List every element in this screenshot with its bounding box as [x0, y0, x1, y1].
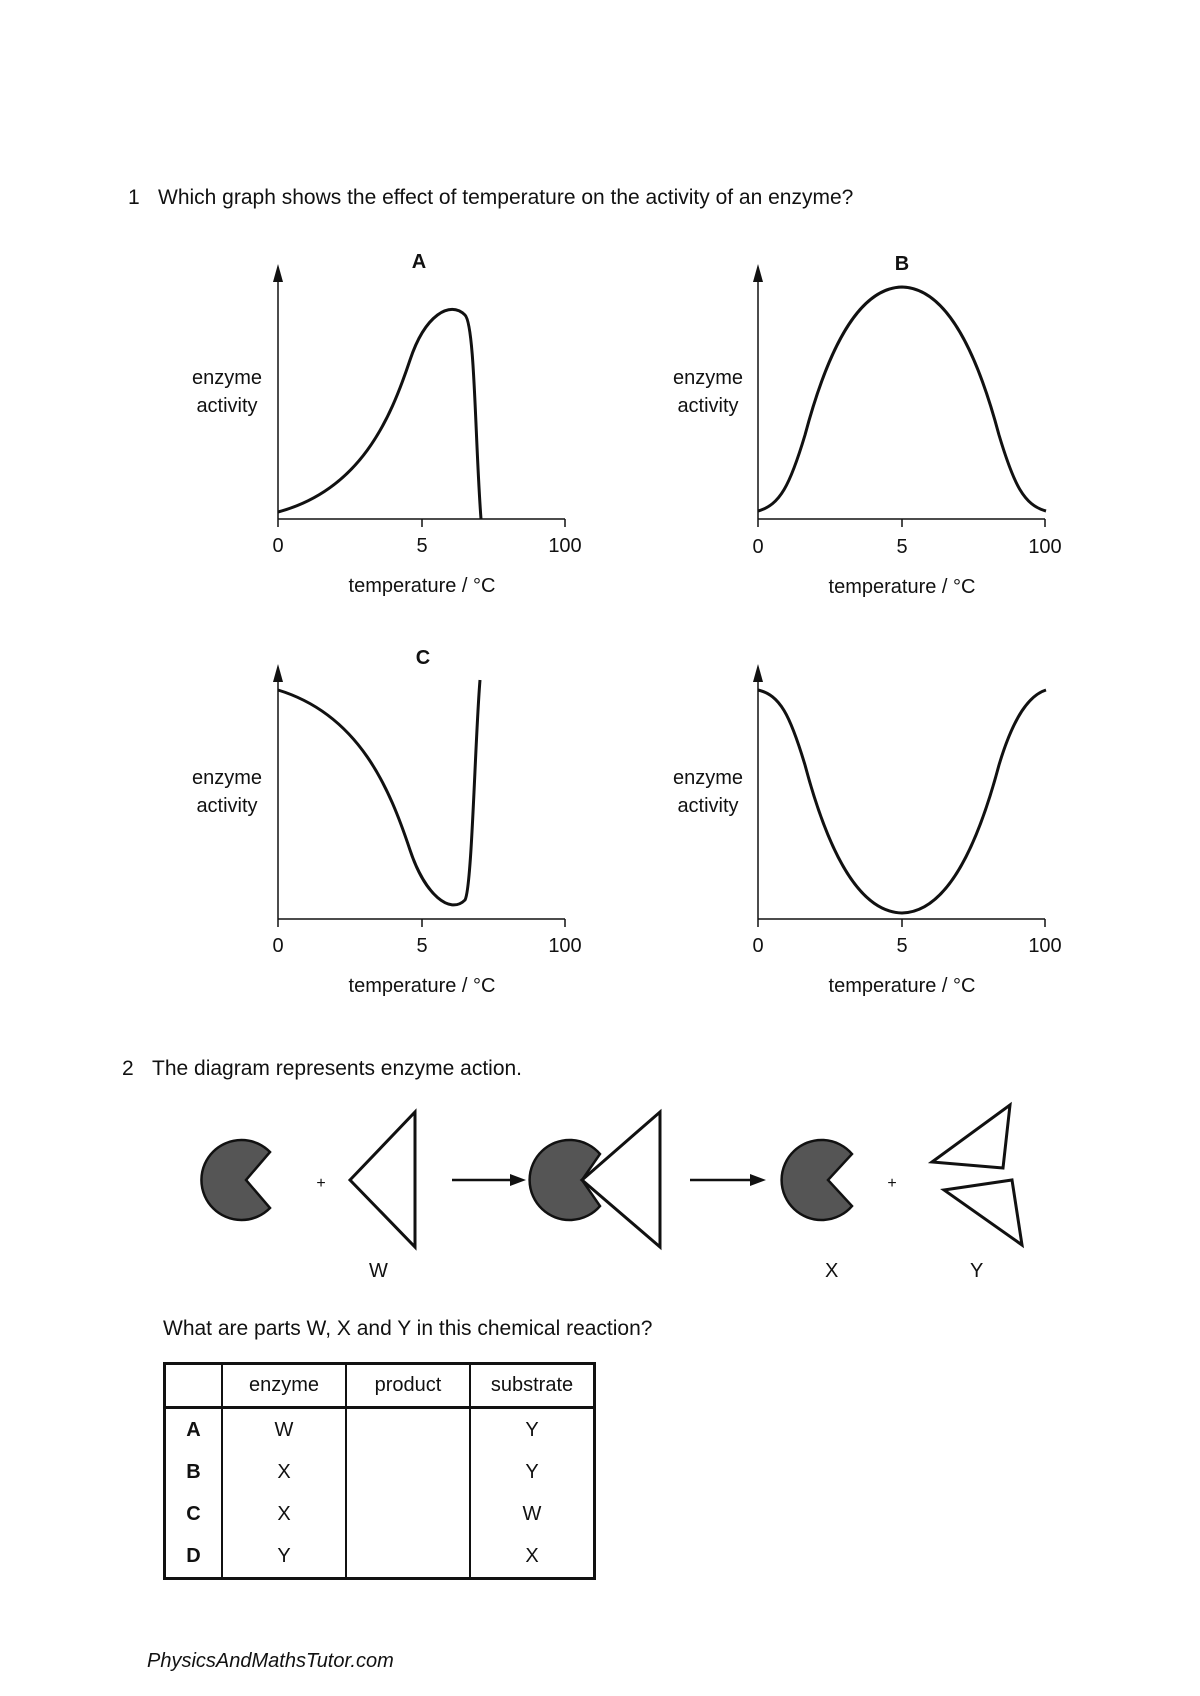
footer-site-name: PhysicsAndMathsTutor.com: [147, 1650, 394, 1672]
cell-product: [346, 1451, 470, 1493]
x-axis-label: temperature / °C: [348, 575, 496, 597]
header-product: product: [346, 1364, 470, 1408]
graph-d: [640, 640, 1080, 1020]
substrate-triangle-w: [350, 1112, 415, 1247]
graph-a: [160, 240, 600, 620]
row-key: D: [165, 1535, 223, 1579]
y-axis-label-line2: activity: [196, 795, 258, 817]
x-tick-label-100: 100: [548, 935, 582, 957]
enzyme-shape-1: [201, 1140, 270, 1220]
curve: [278, 309, 481, 519]
question-1-text: Which graph shows the effect of temperature on the activity of an enzyme?: [158, 186, 854, 209]
enzyme-shape-2: [782, 1140, 852, 1220]
table-row: [165, 1451, 595, 1493]
table-row: [165, 1493, 595, 1535]
x-tick-label-5: 5: [896, 536, 908, 558]
y-axis-arrow: [273, 264, 283, 282]
y-axis-arrow: [273, 664, 283, 682]
product-triangle-lower: [944, 1180, 1022, 1245]
y-axis-label-line2: activity: [196, 395, 258, 417]
x-tick-label-0: 0: [272, 935, 284, 957]
header-enzyme: enzyme: [222, 1364, 346, 1408]
table-row: [165, 1408, 595, 1452]
table-row: [165, 1535, 595, 1579]
x-tick-label-100: 100: [548, 535, 582, 557]
graph-b: [640, 240, 1080, 620]
graph-letter: A: [411, 251, 427, 273]
answer-table: [163, 1362, 596, 1580]
enzyme-action-diagram: [200, 1100, 1060, 1260]
header-substrate: substrate: [470, 1364, 595, 1408]
row-key: B: [165, 1451, 223, 1493]
label-x: X: [825, 1260, 839, 1282]
x-axis-label: temperature / °C: [828, 576, 976, 598]
cell-product: [346, 1493, 470, 1535]
plus-sign-1: +: [316, 1175, 326, 1192]
y-axis-label-line2: activity: [677, 795, 739, 817]
x-tick-label-5: 5: [416, 935, 428, 957]
cell-substrate: W: [470, 1493, 595, 1535]
x-tick-label-5: 5: [896, 935, 908, 957]
label-y: Y: [970, 1260, 984, 1282]
cell-product: [346, 1408, 470, 1452]
complex-substrate-triangle: [582, 1112, 660, 1247]
cell-enzyme: Y: [222, 1535, 346, 1579]
y-axis-label-line1: enzyme: [672, 767, 744, 789]
y-axis-arrow: [753, 664, 763, 682]
graph-c: [160, 640, 600, 1020]
cell-enzyme: X: [222, 1451, 346, 1493]
x-tick-label-100: 100: [1028, 935, 1062, 957]
header-blank: [165, 1364, 223, 1408]
y-axis-arrow: [753, 264, 763, 282]
reaction-arrowhead-2: [750, 1174, 766, 1186]
reaction-arrowhead-1: [510, 1174, 526, 1186]
curve: [758, 287, 1046, 511]
x-axis-label: temperature / °C: [828, 975, 976, 997]
cell-enzyme: X: [222, 1493, 346, 1535]
curve: [278, 680, 480, 905]
y-axis-label-line1: enzyme: [191, 767, 263, 789]
x-tick-label-5: 5: [416, 535, 428, 557]
row-key: C: [165, 1493, 223, 1535]
question-2-text: The diagram represents enzyme action.: [152, 1057, 523, 1080]
y-axis-label-line1: enzyme: [672, 367, 744, 389]
x-tick-label-100: 100: [1028, 536, 1062, 558]
y-axis-label-line1: enzyme: [191, 367, 263, 389]
cell-substrate: Y: [470, 1451, 595, 1493]
cell-substrate: Y: [470, 1408, 595, 1452]
x-tick-label-0: 0: [752, 536, 764, 558]
y-axis-label-line2: activity: [677, 395, 739, 417]
plus-sign-2: +: [887, 1175, 897, 1192]
cell-product: [346, 1535, 470, 1579]
question-2-number: 2: [122, 1057, 134, 1080]
curve: [758, 690, 1046, 913]
question-2-prompt: What are parts W, X and Y in this chemical reaction?: [163, 1317, 653, 1340]
x-tick-label-0: 0: [272, 535, 284, 557]
graph-letter: B: [894, 253, 910, 275]
question-1-number: 1: [128, 186, 140, 209]
cell-enzyme: W: [222, 1408, 346, 1452]
cell-substrate: X: [470, 1535, 595, 1579]
product-triangle-upper: [932, 1105, 1010, 1168]
x-axis-label: temperature / °C: [348, 975, 496, 997]
row-key: A: [165, 1408, 223, 1452]
table-header-row: [165, 1364, 595, 1408]
x-tick-label-0: 0: [752, 935, 764, 957]
label-w: W: [369, 1260, 388, 1282]
graph-letter: C: [415, 647, 431, 669]
